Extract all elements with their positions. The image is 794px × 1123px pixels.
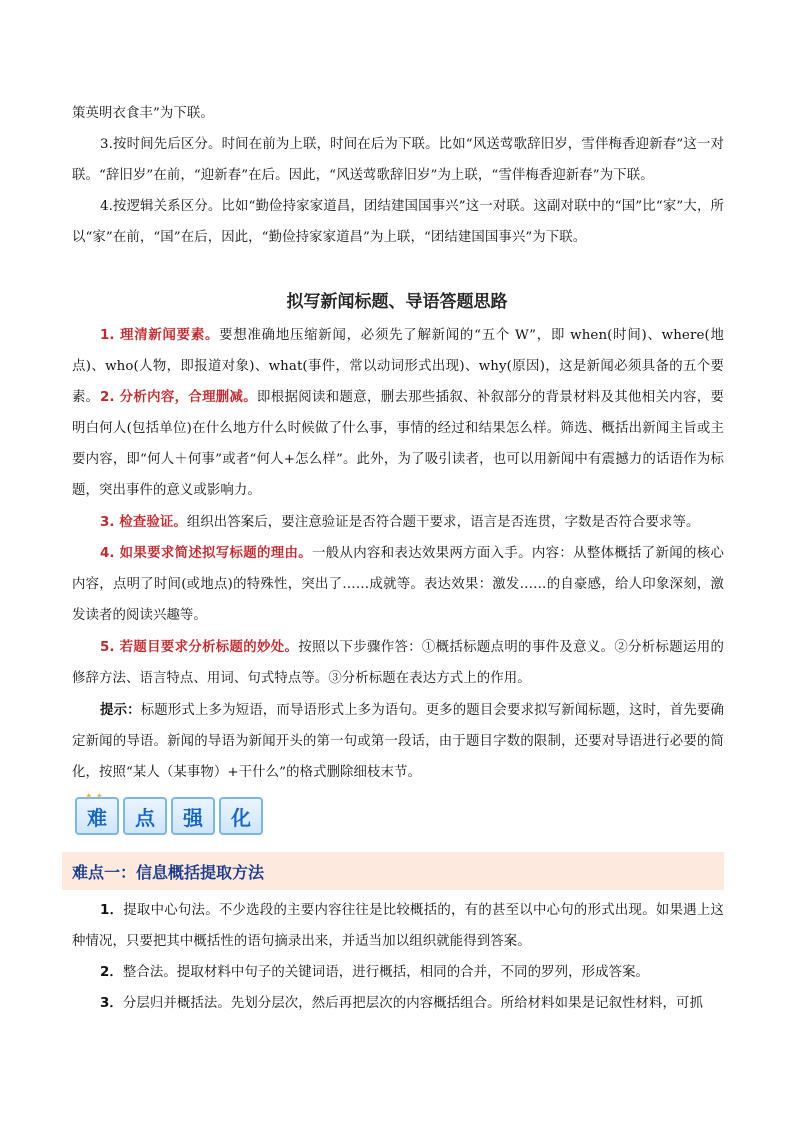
tip-paragraph <box>72 695 724 788</box>
section-title: 难点一：信息概括提取方法 <box>72 862 265 882</box>
badge-char <box>123 797 167 835</box>
badge-char-text: 点 <box>135 805 155 830</box>
method-text: 提取中心句法。不少选段的主要内容往往是比较概括的，有的甚至以中心句的形式出现。如果遇上这种情况，只要把其中概括性的语句摘录出来，并适当加以组织就能得到答案。 <box>72 903 724 949</box>
method-item <box>72 957 724 988</box>
tip-lead: 提示： <box>100 703 141 718</box>
method-number: 1． <box>100 903 124 918</box>
paragraph-rule-3: 3.按时间先后区分。时间在前为上联，时间在后为下联。比如“风送莺歌辞旧岁，雪伴梅香迎新春”这一对联。“辞旧岁”在前，“迎新春”在后。因此，“风送莺歌辞旧岁”为上联，“雪伴梅香迎新春”为下联。 <box>72 137 724 183</box>
badge-char-text: 难 <box>87 805 107 830</box>
item-text: 要想准确地压缩新闻，必须先了解新闻的“五个 W”，即 when(时间)、where(地点)、who(人物，即报道对象)、what(事件，常以动词形式出现)、why(原因)，这是新闻必须具备的五个要素。 <box>72 328 724 405</box>
badge-char <box>171 797 215 835</box>
method-number: 2． <box>100 965 123 980</box>
method-number: 3． <box>100 996 123 1011</box>
paragraph-continuation: 策英明衣食丰”为下联。 <box>72 106 214 121</box>
list-item <box>72 538 724 631</box>
item-lead: 5. 若题目要求分析标题的妙处。 <box>100 640 299 655</box>
item-text: 即根据阅读和题意，删去那些插叙、补叙部分的背景材料及其他相关内容，要明白何人(包括单位)在什么地方什么时候做了什么事，事情的经过和结果怎么样。筛选、概括出新闻主旨或主要内容，即“何人＋何事”或者“何人+怎么样”。此外，为了吸引读者，也可以用新闻中有震撼力的话语作为标题，突出事件的意义或影响力。 <box>72 390 724 498</box>
item-lead: 3. 检查验证。 <box>100 515 187 530</box>
list-item <box>72 632 724 694</box>
section-heading: 拟写新闻标题、导语答题思路 <box>286 292 508 312</box>
badge-char <box>219 797 263 835</box>
item-text: 组织出答案后，要注意验证是否符合题干要求，语言是否连贯，字数是否符合要求等。 <box>186 515 700 530</box>
sparkle-icon: ✦ ✦ <box>85 792 104 802</box>
section-title-bar <box>62 852 724 890</box>
method-item <box>72 988 724 1019</box>
badge-char-text: 化 <box>231 805 251 830</box>
item-lead: 2. 分析内容，合理删减。 <box>100 390 258 405</box>
method-text: 分层归并概括法。先划分层次，然后再把层次的内容概括组合。所给材料如果是记叙性材料，可抓 <box>122 996 704 1011</box>
method-item <box>72 895 724 957</box>
item-text: 按照以下步骤作答：①概括标题点明的事件及意义。②分析标题运用的修辞方法、语言特点、用词、句式特点等。③分析标题在表达方式上的作用。 <box>72 640 724 686</box>
paragraph-rule-4: 4.按逻辑关系区分。比如“勤俭持家家道昌，团结建国国事兴”这一对联。这副对联中的“国”比“家”大，所以“家”在前，“国”在后，因此，“勤俭持家家道昌”为上联，“团结建国国事兴”为下联。 <box>72 199 724 245</box>
item-lead: 1. 理清新闻要素。 <box>100 328 220 343</box>
item-text: 一般从内容和表达效果两方面入手。内容：从整体概括了新闻的核心内容，点明了时间(或地点)的特殊性，突出了……成就等。表达效果：激发……的自豪感，给人印象深刻，激发读者的阅读兴趣等。 <box>72 546 724 623</box>
list-item <box>72 507 724 538</box>
badge-char <box>75 792 119 835</box>
badge-char-text: 强 <box>183 805 203 830</box>
tip-text: 标题形式上多为短语，而导语形式上多为语句。更多的题目会要求拟写新闻标题，这时，首先要确定新闻的导语。新闻的导语为新闻开头的第一句或第一段话，由于题目字数的限制，还要对导语进行必要的简化，按照“某人（某事物）+干什么”的格式删除细枝末节。 <box>72 703 724 780</box>
item-lead: 4. 如果要求简述拟写标题的理由。 <box>100 546 312 561</box>
list-item <box>72 382 724 506</box>
method-text: 整合法。提取材料中句子的关键词语，进行概括，相同的合并，不同的罗列，形成答案。 <box>122 965 650 980</box>
difficulty-badge <box>75 792 263 839</box>
